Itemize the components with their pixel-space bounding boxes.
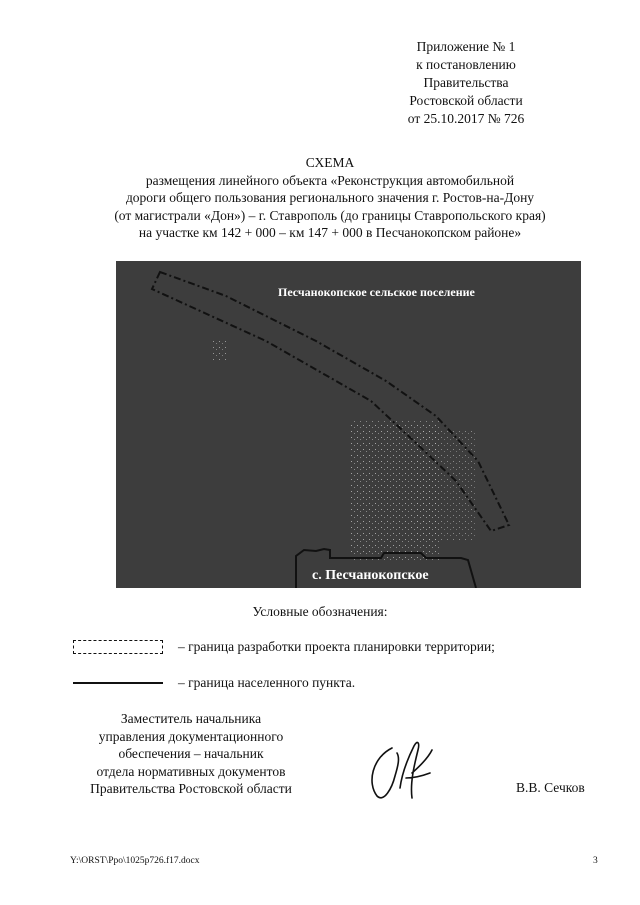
legend-title: Условные обозначения: bbox=[252, 604, 388, 619]
appendix-line: от 25.10.2017 № 726 bbox=[407, 111, 525, 126]
scheme-map bbox=[116, 261, 581, 588]
title-heading: СХЕМА bbox=[305, 155, 355, 170]
footer-page-number: 3 bbox=[593, 856, 598, 866]
footer-file-path: Y:\ORST\Ppo\1025p726.f17.docx bbox=[70, 856, 200, 866]
title-line: размещения линейного объекта «Реконструкция автомобильной bbox=[145, 172, 515, 188]
legend-item-settlement-boundary: – граница населенного пункта. bbox=[178, 675, 356, 690]
legend-item-project-boundary: – граница разработки проекта планировки территории; bbox=[178, 639, 495, 654]
legend-dash-dot-line-symbol bbox=[73, 640, 163, 654]
signer-line: отдела нормативных документов bbox=[96, 763, 286, 779]
signer-name: В.В. Сечков bbox=[516, 780, 585, 795]
map-label-village: с. Песчанокопское bbox=[312, 568, 429, 583]
signer-line: обеспечения – начальник bbox=[118, 746, 264, 761]
title-line: (от магистрали «Дон») – г. Ставрополь (до границы Ставропольского края) bbox=[114, 207, 546, 223]
legend-solid-line-symbol bbox=[73, 682, 163, 684]
signer-line: управления документационного bbox=[98, 728, 284, 744]
map-drawing bbox=[116, 261, 581, 588]
appendix-line: Ростовской области bbox=[409, 93, 523, 108]
signature-image bbox=[362, 728, 442, 808]
signer-line: Заместитель начальника bbox=[120, 711, 262, 726]
map-label-rural-settlement: Песчанокопское сельское поселение bbox=[278, 285, 475, 299]
title-line: на участке км 142 + 000 – км 147 + 000 в Песчанокопском районе» bbox=[138, 225, 522, 240]
title-line: дороги общего пользования регионального значения г. Ростов-на-Дону bbox=[125, 190, 535, 205]
appendix-line: к постановлению bbox=[416, 57, 516, 72]
appendix-line: Приложение № 1 bbox=[416, 39, 516, 54]
document-title bbox=[60, 154, 600, 242]
signer-position bbox=[46, 710, 336, 798]
appendix-block bbox=[366, 38, 566, 128]
appendix-line: Правительства bbox=[423, 75, 509, 90]
settlement-texture bbox=[416, 431, 476, 541]
signer-line: Правительства Ростовской области bbox=[90, 781, 292, 796]
map-speck bbox=[211, 341, 226, 361]
